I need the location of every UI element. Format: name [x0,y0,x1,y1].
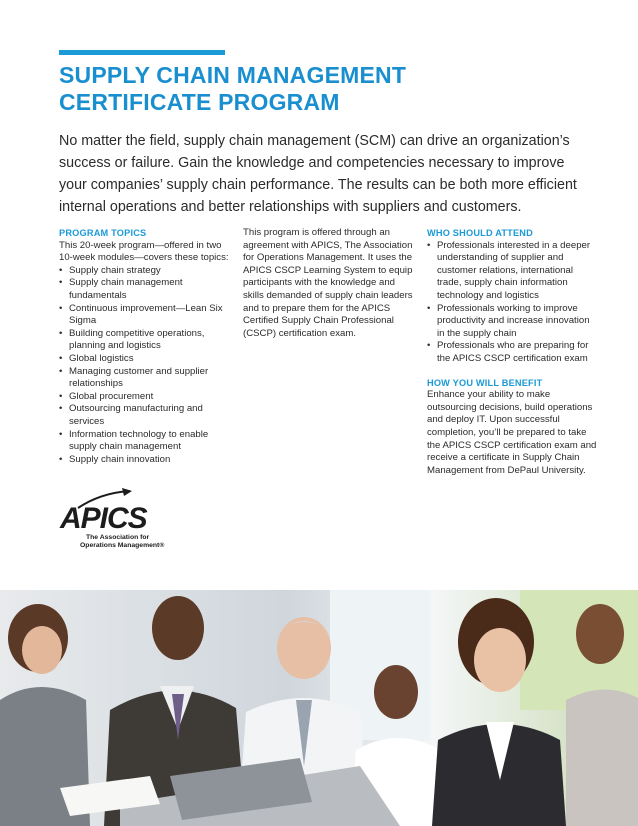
list-item: • Professionals interested in a deeper understanding of supplier and customer relations, international trade, supply chain information technology and logistics [427,240,597,303]
list-item: • Supply chain innovation [59,454,231,467]
attend-benefit-column [427,227,597,477]
list-item: • Professionals who are preparing for the APICS CSCP certification exam [427,340,597,365]
title-line-2: CERTIFICATE PROGRAM [59,89,340,115]
logo-tagline-2: Operations Management® [80,542,165,549]
offering-column [243,227,413,340]
program-topics-list [59,265,231,467]
list-item: • Managing customer and supplier relationships [59,366,231,391]
list-item: • Information technology to enable supply chain management [59,429,231,454]
meeting-photo [0,590,638,826]
how-you-benefit-heading: HOW YOU WILL BENEFIT [427,377,543,388]
list-item: • Building competitive operations, planning and logistics [59,328,231,353]
list-item: • Professionals working to improve productivity and increase innovation in the supply chain [427,303,597,341]
logo-wordmark: APICS [60,502,147,535]
intro-paragraph: No matter the field, supply chain management (SCM) can drive an organization’s success or failure. Gain the knowledge and competencies necessary to improve your companies’ supply chain performance. The results can be both more efficient internal operations and better relationships with suppliers and customers. [59,133,577,215]
offering-paragraph: This program is offered through an agreement with APICS, The Association for Operations Management. It uses the APICS CSCP Learning System to equip participants with the knowledge and skills demanded of supply chain leaders and to prepare them for the APICS Certified Supply Chain Professional (CSCP) certification exam. [243,227,413,339]
who-should-attend-heading: WHO SHOULD ATTEND [427,228,533,238]
how-you-benefit-text: Enhance your ability to make outsourcing decisions, build operations and deploy IT. Upon successful completion, you’ll be prepared to take the APICS CSCP certification exam and receive a certificate in Supply Chain Management from DePaul University. [427,389,597,476]
title-line-1: SUPPLY CHAIN MANAGEMENT [59,62,407,88]
list-item: • Continuous improvement—Lean Six Sigma [59,303,231,328]
apics-logo [58,488,178,550]
program-topics-heading: PROGRAM TOPICS [59,228,147,238]
list-item: • Global procurement [59,391,231,404]
who-should-attend-list [427,240,597,366]
section-spacer [427,366,597,377]
accent-rule [59,50,225,55]
page-title [59,62,579,116]
program-topics-column [59,227,231,466]
program-topics-lead: This 20-week program—offered in two 10-week modules—covers these topics: [59,239,229,264]
list-item: • Outsourcing manufacturing and services [59,403,231,428]
logo-swoosh-tip [122,488,132,496]
list-item: • Supply chain strategy [59,265,231,278]
list-item: • Supply chain management fundamentals [59,277,231,302]
logo-tagline-1: The Association for [86,534,150,541]
meeting-photo-illustration [0,590,638,826]
list-item: • Global logistics [59,353,231,366]
